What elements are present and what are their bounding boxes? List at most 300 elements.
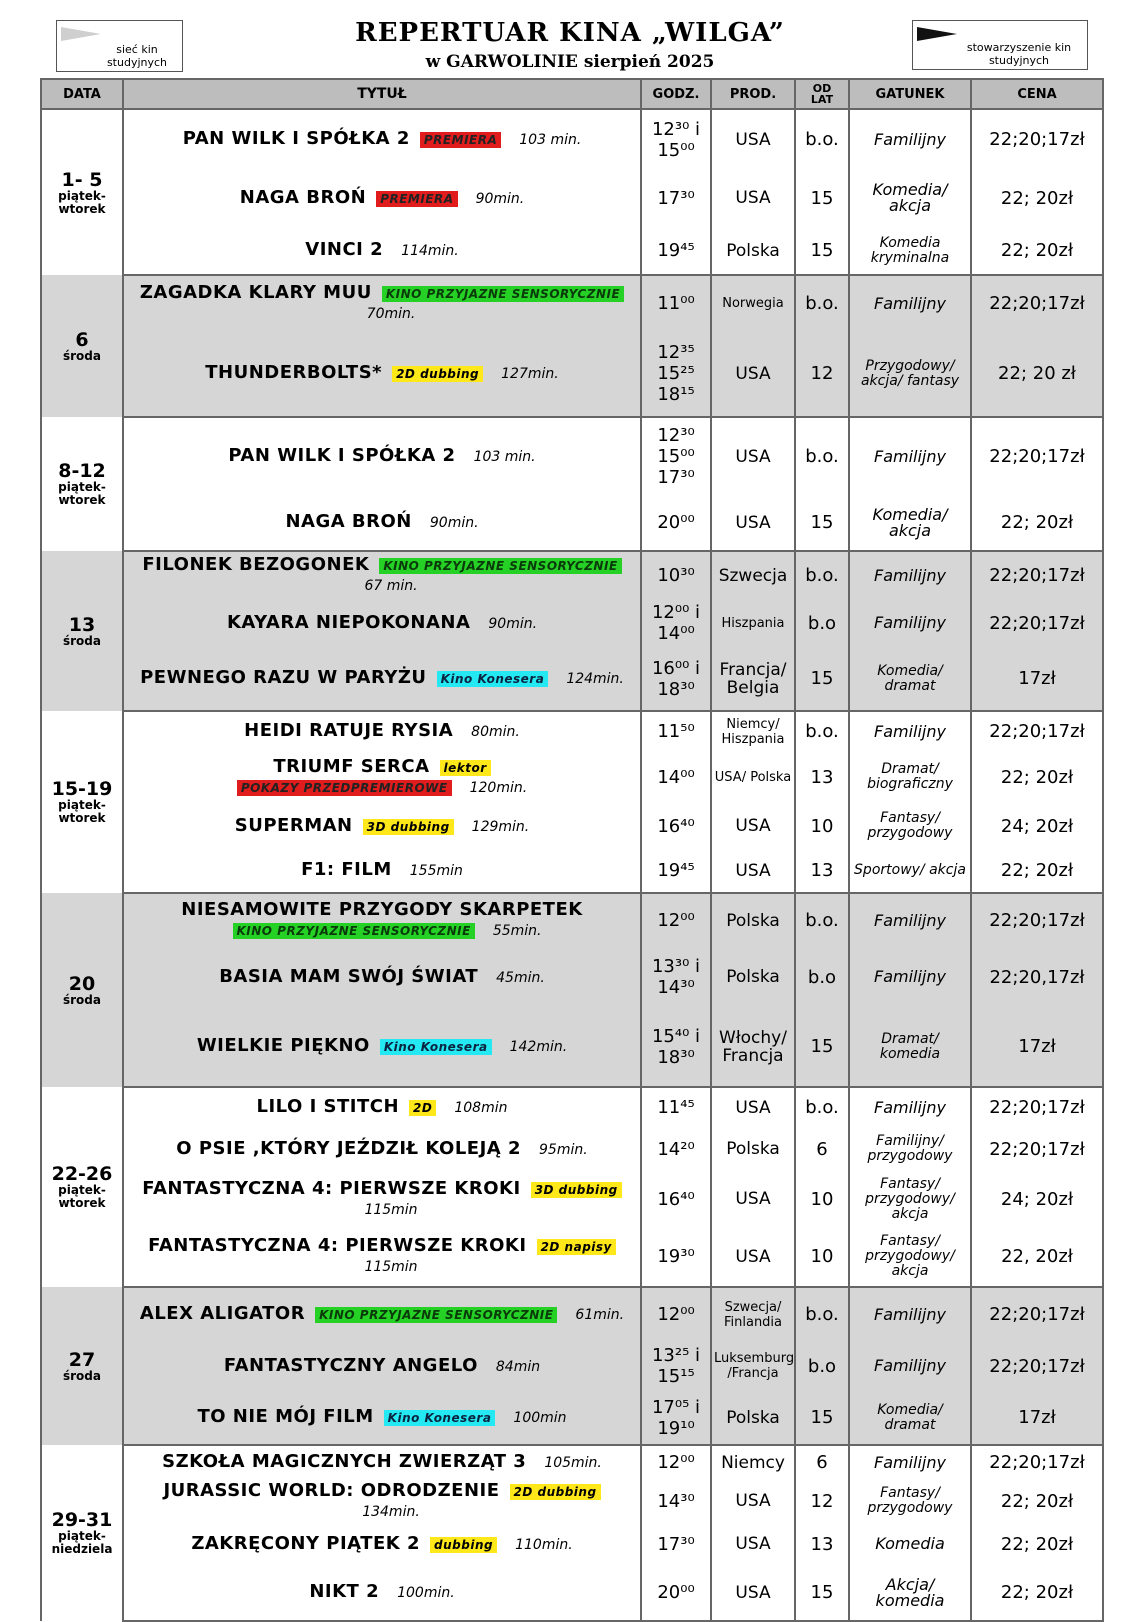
production-country: Norwegia xyxy=(711,275,795,331)
movie-title: PEWNEGO RAZU W PARYŻU xyxy=(140,667,427,688)
duration: 84min xyxy=(495,1358,541,1375)
movie-title: NIESAMOWITE PRZYGODY SKARPETEK xyxy=(181,899,583,920)
date-range: 8-12 xyxy=(58,460,106,482)
table-row xyxy=(41,1127,1103,1171)
movie-title: JURASSIC WORLD: ODRODZENIE xyxy=(163,1479,500,1501)
production-country: USA xyxy=(711,417,795,495)
movie-title: THUNDERBOLTS* xyxy=(205,362,383,383)
age-rating: b.o. xyxy=(795,711,849,751)
showtime: 17³⁰ xyxy=(641,1523,711,1565)
production-country: Luksemburg /Francja xyxy=(711,1341,795,1391)
genre: Familijny xyxy=(849,1341,971,1391)
age-rating: 15 xyxy=(795,495,849,551)
date-cell xyxy=(41,711,123,893)
duration: 61min. xyxy=(575,1307,625,1323)
format-badge: dubbing xyxy=(430,1537,497,1553)
showtime: 15⁴⁰ i 18³⁰ xyxy=(641,1007,711,1087)
ticket-price: 22;20,17zł xyxy=(971,947,1103,1007)
showtime: 10³⁰ xyxy=(641,551,711,599)
age-rating: 15 xyxy=(795,647,849,711)
movie-title-cell xyxy=(123,1391,641,1445)
format-badge: Kino Konesera xyxy=(380,1039,492,1055)
ticket-price: 22;20;17zł xyxy=(971,711,1103,751)
movie-title-cell xyxy=(123,1171,641,1227)
date-range: 1- 5 xyxy=(61,168,103,191)
movie-title-cell xyxy=(123,1445,641,1479)
table-row xyxy=(41,1341,1103,1391)
day-of-week: piątek-niedziela xyxy=(51,1529,113,1556)
ticket-price: 22;20;17zł xyxy=(971,109,1103,169)
movie-title: KAYARA NIEPOKONANA xyxy=(226,611,471,633)
movie-title-cell xyxy=(123,803,641,849)
duration: 105min. xyxy=(544,1455,602,1471)
production-country: USA xyxy=(711,1171,795,1227)
col-prod: PROD. xyxy=(711,79,795,109)
production-country: USA xyxy=(711,1087,795,1127)
showtime: 14³⁰ xyxy=(641,1479,711,1523)
duration: 95min. xyxy=(539,1141,588,1158)
day-group xyxy=(41,893,1103,1087)
production-country: Polska xyxy=(711,893,795,947)
format-badge: 2D xyxy=(409,1100,436,1116)
movie-title-cell xyxy=(123,893,641,947)
format-badge: KINO PRZYJAZNE SENSORYCZNIE xyxy=(233,923,475,939)
duration: 80min. xyxy=(471,724,520,740)
table-row xyxy=(41,1479,1103,1523)
format-badge: 3D dubbing xyxy=(363,819,454,835)
day-group xyxy=(41,109,1103,275)
age-rating: 10 xyxy=(795,1227,849,1287)
duration: 127min. xyxy=(501,366,559,382)
ticket-price: 22; 20zł xyxy=(971,1565,1103,1621)
date-cell xyxy=(41,893,123,1087)
movie-title-cell xyxy=(123,711,641,751)
showtime: 12³⁵ 15²⁵ 18¹⁵ xyxy=(641,331,711,417)
date-range: 29-31 xyxy=(51,1509,113,1531)
flag-icon xyxy=(917,27,957,41)
col-date: DATA xyxy=(41,79,123,109)
date-cell xyxy=(41,417,123,551)
movie-title: HEIDI RATUJE RYSIA xyxy=(244,720,454,741)
movie-title: ALEX ALIGATOR xyxy=(139,1303,306,1324)
showtime: 20⁰⁰ xyxy=(641,495,711,551)
showtime: 11⁴⁵ xyxy=(641,1087,711,1127)
genre: Familijny xyxy=(849,275,971,331)
date-range: 20 xyxy=(68,972,96,995)
production-country: Polska xyxy=(711,227,795,275)
day-of-week: środa xyxy=(63,992,101,1007)
showtime: 16⁴⁰ xyxy=(641,803,711,849)
genre: Familijny xyxy=(849,947,971,1007)
table-row xyxy=(41,803,1103,849)
duration: 129min. xyxy=(471,818,530,835)
movie-title-cell xyxy=(123,599,641,647)
duration: 115min xyxy=(364,1259,418,1275)
date-cell xyxy=(41,275,123,417)
age-rating: b.o xyxy=(795,599,849,647)
day-group xyxy=(41,711,1103,893)
format-badge: 2D napisy xyxy=(537,1239,616,1255)
production-country: USA xyxy=(711,849,795,893)
logo-right-text: stowarzyszenie kin studyjnych xyxy=(966,41,1072,67)
showtime: 19³⁰ xyxy=(641,1227,711,1287)
movie-title: FILONEK BEZOGONEK xyxy=(142,554,370,575)
movie-title-cell xyxy=(123,331,641,417)
age-rating: b.o. xyxy=(795,551,849,599)
ticket-price: 22; 20zł xyxy=(971,169,1103,227)
genre: Akcja/ komedia xyxy=(849,1565,971,1621)
movie-title: TO NIE MÓJ FILM xyxy=(197,1406,374,1427)
duration: 134min. xyxy=(362,1503,420,1520)
date-cell xyxy=(41,1287,123,1445)
movie-title-cell xyxy=(123,1565,641,1621)
movie-title-cell xyxy=(123,1479,641,1523)
production-country: Polska xyxy=(711,947,795,1007)
header-row xyxy=(41,79,1103,109)
age-rating: b.o. xyxy=(795,417,849,495)
production-country: USA xyxy=(711,1523,795,1565)
duration: 142min. xyxy=(509,1039,568,1055)
col-title: TYTUŁ xyxy=(123,79,641,109)
format-badge: KINO PRZYJAZNE SENSORYCZNIE xyxy=(315,1307,557,1323)
genre: Familijny xyxy=(849,1445,971,1479)
genre: Familijny xyxy=(849,1087,971,1127)
showtime: 20⁰⁰ xyxy=(641,1565,711,1621)
table-row xyxy=(41,1565,1103,1621)
ticket-price: 22;20;17zł xyxy=(971,893,1103,947)
movie-title: F1: FILM xyxy=(301,859,392,880)
genre: Komedia xyxy=(849,1523,971,1565)
format-badge: KINO PRZYJAZNE SENSORYCZNIE xyxy=(382,286,624,302)
production-country: USA xyxy=(711,1227,795,1287)
duration: 55min. xyxy=(492,923,542,939)
production-country: USA xyxy=(711,109,795,169)
day-group xyxy=(41,275,1103,417)
table-row xyxy=(41,551,1103,599)
ticket-price: 22, 20zł xyxy=(971,1227,1103,1287)
table-row xyxy=(41,1523,1103,1565)
duration: 90min. xyxy=(429,515,479,531)
production-country: Szwecja xyxy=(711,551,795,599)
col-price: CENA xyxy=(971,79,1103,109)
showtime: 16⁴⁰ xyxy=(641,1171,711,1227)
duration: 100min xyxy=(513,1410,567,1426)
movie-title: NAGA BROŃ xyxy=(285,511,412,532)
genre: Przygodowy/ akcja/ fantasy xyxy=(849,331,971,417)
movie-title: NIKT 2 xyxy=(309,1581,380,1602)
day-of-week: piątek-wtorek xyxy=(58,798,106,825)
day-of-week: piątek-wtorek xyxy=(58,188,106,216)
genre: Komedia kryminalna xyxy=(849,227,971,275)
age-rating: 15 xyxy=(795,1007,849,1087)
format-badge: PREMIERA xyxy=(420,132,501,148)
duration: 45min. xyxy=(496,969,545,986)
ticket-price: 17zł xyxy=(971,647,1103,711)
showtime: 12³⁰ 15⁰⁰ 17³⁰ xyxy=(641,417,711,495)
table-row xyxy=(41,849,1103,893)
showtime: 12⁰⁰ xyxy=(641,893,711,947)
ticket-price: 22;20;17zł xyxy=(971,1127,1103,1171)
age-rating: b.o xyxy=(795,1341,849,1391)
movie-title-cell xyxy=(123,1127,641,1171)
movie-title-cell xyxy=(123,1341,641,1391)
movie-title-cell xyxy=(123,109,641,169)
showtime: 14⁰⁰ xyxy=(641,751,711,803)
table-row xyxy=(41,599,1103,647)
movie-title: PAN WILK I SPÓŁKA 2 xyxy=(182,128,410,149)
showtime: 14²⁰ xyxy=(641,1127,711,1171)
table-row xyxy=(41,227,1103,275)
date-cell xyxy=(41,109,123,275)
production-country: USA xyxy=(711,1479,795,1523)
movie-title-cell xyxy=(123,227,641,275)
ticket-price: 17zł xyxy=(971,1391,1103,1445)
page-subtitle: w GARWOLINIE sierpień 2025 xyxy=(425,52,715,72)
duration: 124min. xyxy=(566,671,624,687)
production-country: USA/ Polska xyxy=(711,751,795,803)
showtime: 11⁰⁰ xyxy=(641,275,711,331)
day-of-week: środa xyxy=(63,633,101,648)
genre: Fantasy/ przygodowy xyxy=(849,1479,971,1523)
format-badge: 3D dubbing xyxy=(531,1182,622,1198)
table-row xyxy=(41,109,1103,169)
age-rating: 12 xyxy=(795,331,849,417)
duration: 70min. xyxy=(366,306,416,322)
genre: Fantasy/ przygodowy/ akcja xyxy=(849,1227,971,1287)
age-rating: 13 xyxy=(795,849,849,893)
day-of-week: piątek-wtorek xyxy=(58,1183,106,1210)
ticket-price: 24; 20zł xyxy=(971,1171,1103,1227)
duration: 67 min. xyxy=(364,578,418,594)
genre: Familijny xyxy=(849,1287,971,1341)
age-rating: b.o xyxy=(795,947,849,1007)
duration: 100min. xyxy=(397,1585,455,1601)
production-country: Francja/ Belgia xyxy=(711,647,795,711)
movie-title-cell xyxy=(123,1523,641,1565)
date-range: 15-19 xyxy=(51,778,113,800)
production-country: USA xyxy=(711,803,795,849)
movie-title: VINCI 2 xyxy=(305,239,384,260)
date-range: 13 xyxy=(68,613,96,636)
genre: Komedia/ dramat xyxy=(849,1391,971,1445)
production-country: USA xyxy=(711,331,795,417)
ticket-price: 22;20;17zł xyxy=(971,599,1103,647)
age-rating: 13 xyxy=(795,751,849,803)
table-row xyxy=(41,711,1103,751)
day-group xyxy=(41,1445,1103,1621)
age-rating: b.o. xyxy=(795,109,849,169)
ticket-price: 22; 20zł xyxy=(971,1479,1103,1523)
format-badge: 2D dubbing xyxy=(392,366,483,382)
movie-title-cell xyxy=(123,947,641,1007)
movie-title: FANTASTYCZNA 4: PIERWSZE KROKI xyxy=(148,1235,527,1256)
ticket-price: 22; 20 zł xyxy=(971,331,1103,417)
showtime: 12⁰⁰ i 14⁰⁰ xyxy=(641,599,711,647)
movie-title-cell xyxy=(123,495,641,551)
genre: Familijny xyxy=(849,417,971,495)
ticket-price: 24; 20zł xyxy=(971,803,1103,849)
day-group xyxy=(41,417,1103,551)
table-row xyxy=(41,947,1103,1007)
genre: Sportowy/ akcja xyxy=(849,849,971,893)
day-of-week: środa xyxy=(63,348,101,363)
production-country: Szwecja/ Finlandia xyxy=(711,1287,795,1341)
showtime: 17⁰⁵ i 19¹⁰ xyxy=(641,1391,711,1445)
age-rating: 13 xyxy=(795,1523,849,1565)
showtime: 11⁵⁰ xyxy=(641,711,711,751)
movie-title-cell xyxy=(123,751,641,803)
age-rating: 6 xyxy=(795,1127,849,1171)
age-rating: 10 xyxy=(795,1171,849,1227)
table-row xyxy=(41,417,1103,495)
age-rating: 12 xyxy=(795,1479,849,1523)
format-badge: Kino Konesera xyxy=(437,671,549,687)
movie-title-cell xyxy=(123,1007,641,1087)
production-country: USA xyxy=(711,1565,795,1621)
schedule-table xyxy=(40,78,1104,1622)
duration: 108min xyxy=(454,1100,508,1116)
ticket-price: 22;20;17zł xyxy=(971,1087,1103,1127)
format-badge: KINO PRZYJAZNE SENSORYCZNIE xyxy=(379,558,621,574)
stowarzyszenie-logo xyxy=(912,20,1088,70)
movie-title-cell xyxy=(123,647,641,711)
ticket-price: 22;20;17zł xyxy=(971,1445,1103,1479)
showtime: 12⁰⁰ xyxy=(641,1445,711,1479)
format-badge: lektor xyxy=(440,760,491,776)
movie-title-cell xyxy=(123,1087,641,1127)
production-country: Polska xyxy=(711,1391,795,1445)
movie-title-cell xyxy=(123,849,641,893)
table-row xyxy=(41,1445,1103,1479)
format-badge: PREMIERA xyxy=(376,191,457,207)
genre: Familijny xyxy=(849,893,971,947)
ticket-price: 22; 20zł xyxy=(971,751,1103,803)
movie-title-cell xyxy=(123,169,641,227)
table-row xyxy=(41,1007,1103,1087)
ticket-price: 17zł xyxy=(971,1007,1103,1087)
age-rating: 15 xyxy=(795,1565,849,1621)
duration: 114min. xyxy=(401,243,459,259)
day-of-week: piątek-wtorek xyxy=(58,480,106,507)
date-cell xyxy=(41,1445,123,1621)
ticket-price: 22;20;17zł xyxy=(971,1287,1103,1341)
date-range: 6 xyxy=(75,328,89,351)
table-row xyxy=(41,1227,1103,1287)
genre: Familijny xyxy=(849,551,971,599)
genre: Fantasy/ przygodowy/ akcja xyxy=(849,1171,971,1227)
production-country: Polska xyxy=(711,1127,795,1171)
production-country: Niemcy/ Hiszpania xyxy=(711,711,795,751)
production-country: USA xyxy=(711,169,795,227)
showtime: 17³⁰ xyxy=(641,169,711,227)
movie-title: O PSIE ,KTÓRY JEŹDZIŁ KOLEJĄ 2 xyxy=(176,1137,522,1159)
date-range: 22-26 xyxy=(51,1163,113,1185)
movie-title: FANTASTYCZNA 4: PIERWSZE KROKI xyxy=(142,1177,521,1199)
table-row xyxy=(41,751,1103,803)
duration: 103 min. xyxy=(473,449,536,465)
production-country: Włochy/ Francja xyxy=(711,1007,795,1087)
movie-title: SZKOŁA MAGICZNYCH ZWIERZĄT 3 xyxy=(162,1451,527,1472)
logo-left-text: sieć kin studyjnych xyxy=(106,43,168,69)
table-row xyxy=(41,331,1103,417)
ticket-price: 22;20;17zł xyxy=(971,275,1103,331)
screening-badge: POKAZY PRZEDPREMIEROWE xyxy=(237,780,452,796)
production-country: Niemcy xyxy=(711,1445,795,1479)
ticket-price: 22;20;17zł xyxy=(971,1341,1103,1391)
col-age-line1: OD xyxy=(812,82,832,95)
movie-title: NAGA BROŃ xyxy=(239,186,367,208)
age-rating: 15 xyxy=(795,227,849,275)
showtime: 16⁰⁰ i 18³⁰ xyxy=(641,647,711,711)
format-badge: 2D dubbing xyxy=(510,1484,601,1500)
movie-title: TRIUMF SERCA xyxy=(273,755,430,777)
day-of-week: środa xyxy=(63,1368,101,1383)
day-group xyxy=(41,551,1103,711)
production-country: Hiszpania xyxy=(711,599,795,647)
age-rating: b.o. xyxy=(795,1087,849,1127)
movie-title: ZAKRĘCONY PIĄTEK 2 xyxy=(191,1532,421,1554)
page-title: REPERTUAR KINA „WILGA” xyxy=(355,18,785,48)
age-rating: 15 xyxy=(795,169,849,227)
production-country: USA xyxy=(711,495,795,551)
table-row xyxy=(41,647,1103,711)
genre: Dramat/ biograficzny xyxy=(849,751,971,803)
duration: 110min. xyxy=(515,1536,573,1553)
genre: Familijny xyxy=(849,711,971,751)
day-group xyxy=(41,1287,1103,1445)
age-rating: b.o. xyxy=(795,275,849,331)
table-row xyxy=(41,893,1103,947)
table-row xyxy=(41,169,1103,227)
movie-title: BASIA MAM SWÓJ ŚWIAT xyxy=(219,965,479,987)
genre: Familijny/ przygodowy xyxy=(849,1127,971,1171)
col-age-line2: LAT xyxy=(810,93,834,106)
table-row xyxy=(41,1287,1103,1341)
day-group xyxy=(41,1087,1103,1287)
age-rating: 6 xyxy=(795,1445,849,1479)
table-row xyxy=(41,1087,1103,1127)
ticket-price: 22; 20zł xyxy=(971,495,1103,551)
table-row xyxy=(41,275,1103,331)
genre: Komedia/ akcja xyxy=(849,495,971,551)
duration: 115min xyxy=(364,1201,418,1218)
showtime: 12⁰⁰ xyxy=(641,1287,711,1341)
age-rating: b.o. xyxy=(795,893,849,947)
duration: 120min. xyxy=(469,779,528,796)
genre: Familijny xyxy=(849,109,971,169)
format-badge: Kino Konesera xyxy=(384,1410,496,1426)
col-time: GODZ. xyxy=(641,79,711,109)
genre: Komedia/ akcja xyxy=(849,169,971,227)
showtime: 19⁴⁵ xyxy=(641,227,711,275)
date-cell xyxy=(41,551,123,711)
movie-title: LILO I STITCH xyxy=(256,1096,400,1117)
movie-title: PAN WILK I SPÓŁKA 2 xyxy=(228,445,456,466)
ticket-price: 22; 20zł xyxy=(971,1523,1103,1565)
movie-title: ZAGADKA KLARY MUU xyxy=(139,282,372,303)
duration: 155min xyxy=(409,863,463,879)
table-row xyxy=(41,495,1103,551)
age-rating: 10 xyxy=(795,803,849,849)
movie-title: FANTASTYCZNY ANGELO xyxy=(223,1354,478,1376)
movie-title-cell xyxy=(123,417,641,495)
showtime: 12³⁰ i 15⁰⁰ xyxy=(641,109,711,169)
duration: 103 min. xyxy=(519,132,582,148)
movie-title: WIELKIE PIĘKNO xyxy=(196,1035,370,1056)
showtime: 13²⁵ i 15¹⁵ xyxy=(641,1341,711,1391)
ticket-price: 22; 20zł xyxy=(971,849,1103,893)
duration: 90min. xyxy=(488,615,538,632)
